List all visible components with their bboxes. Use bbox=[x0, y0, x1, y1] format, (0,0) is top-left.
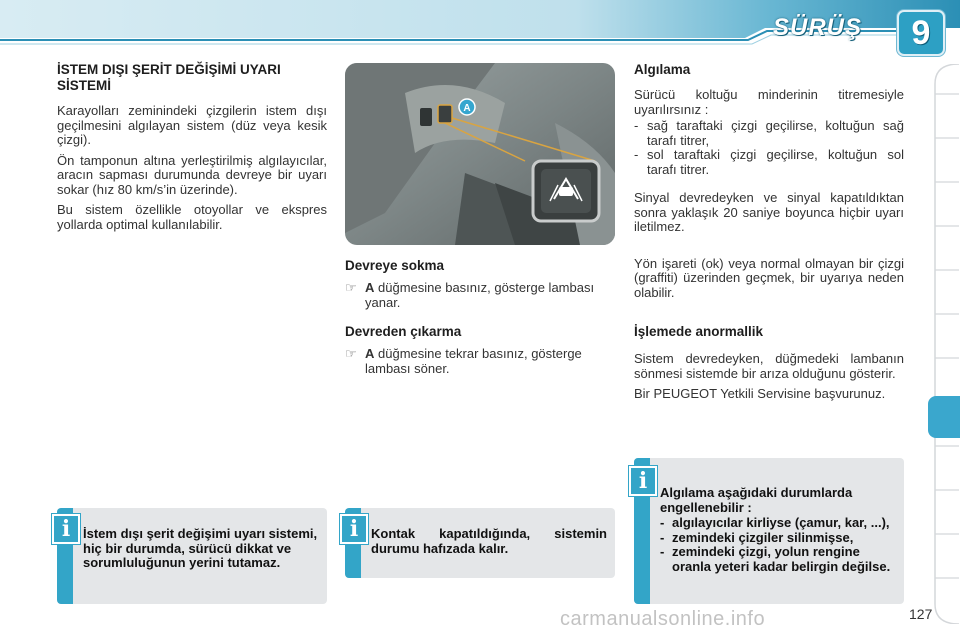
list-item: - zemindeki çizgiler silinmişse, bbox=[660, 529, 854, 545]
info-icon: i bbox=[52, 514, 80, 544]
usage-paragraph: Bu sistem özellikle otoyollar ve ekspres yollarda optimal kullanılabilir. bbox=[57, 202, 327, 232]
deactivation-title: Devreden çıkarma bbox=[345, 324, 462, 339]
page-number: 127 bbox=[909, 606, 933, 622]
direction-paragraph: Yön işareti (ok) veya normal olmayan bir çizgi (graffiti) üzerinden geçmek, bir uyarıya neden olabilir. bbox=[634, 255, 904, 300]
middle-column bbox=[345, 258, 615, 376]
info-box-title: Algılama aşağıdaki durumlarda engellenebilir : bbox=[660, 485, 853, 515]
intro-paragraph: Karayolları zeminindeki çizgilerin istem dışı geçilmesini algılayan sistem (düz veya kesik çizgi). bbox=[57, 103, 327, 147]
info-icon: i bbox=[340, 514, 368, 544]
service-paragraph: Bir PEUGEOT Yetkili Servisine başvurunuz. bbox=[634, 386, 886, 401]
info-box-text: İstem dışı şerit değişimi uyarı sistemi, hiç bir durumda, sürücü dikkat ve sorumluluğunun yerini tutamaz. bbox=[83, 526, 318, 570]
chapter-tab-active[interactable] bbox=[928, 396, 960, 438]
list-item: - sağ taraftaki çizgi geçilirse, koltuğun sağ tarafı titrer, bbox=[634, 118, 904, 148]
signal-paragraph: Sinyal devredeyken ve sinyal kapatıldıktan sonra yaklaşık 20 saniye boyunca hiçbir uyarı iletilmez. bbox=[634, 190, 904, 234]
right-column bbox=[634, 62, 904, 402]
watermark: carmanualsonline.info bbox=[560, 608, 766, 630]
activation-text: düğmesine basınız, gösterge lambası yanar. bbox=[365, 280, 595, 310]
hand-pointer-icon: ☞ bbox=[345, 346, 357, 361]
list-item: - zemindeki çizgi, yolun rengine oranla yeteri kadar belirgin değilse. bbox=[660, 544, 891, 574]
hand-pointer-icon: ☞ bbox=[345, 280, 357, 295]
malfunction-paragraph: Sistem devredeyken, düğmedeki lambanın sönmesi sistemde bir arıza olduğunu gösterir. bbox=[634, 351, 904, 381]
info-box-memory bbox=[345, 508, 615, 578]
malfunction-title: İşlemede anormallik bbox=[634, 324, 764, 339]
left-column bbox=[57, 62, 327, 232]
info-box-list bbox=[660, 516, 898, 574]
dashboard-button-photo bbox=[345, 63, 615, 245]
chapter-title: SÜRÜŞ bbox=[773, 14, 863, 41]
list-item: - algılayıcılar kirliyse (çamur, kar, ...), bbox=[660, 515, 890, 530]
callout-a-label: A bbox=[463, 103, 471, 114]
info-icon: i bbox=[629, 466, 657, 496]
info-box-detection-limits bbox=[634, 458, 904, 604]
detection-intro: Sürücü koltuğu minderinin titremesiyle uyarılırsınız : bbox=[634, 87, 904, 117]
sensor-paragraph: Ön tamponun altına yerleştirilmiş algılayıcılar, aracın sapması durumunda devreye bir uyarı sokar (hız 80 km/s’in üzerinde). bbox=[57, 152, 327, 197]
chapter-number-badge: 9 bbox=[897, 10, 945, 56]
deactivation-key: A bbox=[365, 346, 375, 361]
activation-title: Devreye sokma bbox=[345, 258, 445, 273]
list-item: - sol taraftaki çizgi geçilirse, koltuğun sol tarafı titrer. bbox=[634, 147, 904, 177]
detection-list bbox=[634, 119, 904, 177]
deactivation-step bbox=[345, 347, 615, 376]
info-box-text: Kontak kapatıldığında, sistemin durumu hafızada kalır. bbox=[371, 526, 607, 556]
detection-title: Algılama bbox=[634, 62, 691, 77]
section-title: İSTEM DIŞI ŞERİT DEĞİŞİMİ UYARI SİSTEMİ bbox=[57, 62, 281, 93]
info-box-warning bbox=[57, 508, 327, 604]
chapter-tab-rail bbox=[925, 64, 960, 624]
deactivation-text: düğmesine tekrar basınız, gösterge lambası söner. bbox=[365, 346, 582, 376]
activation-key: A bbox=[365, 280, 375, 295]
activation-step bbox=[345, 281, 615, 310]
